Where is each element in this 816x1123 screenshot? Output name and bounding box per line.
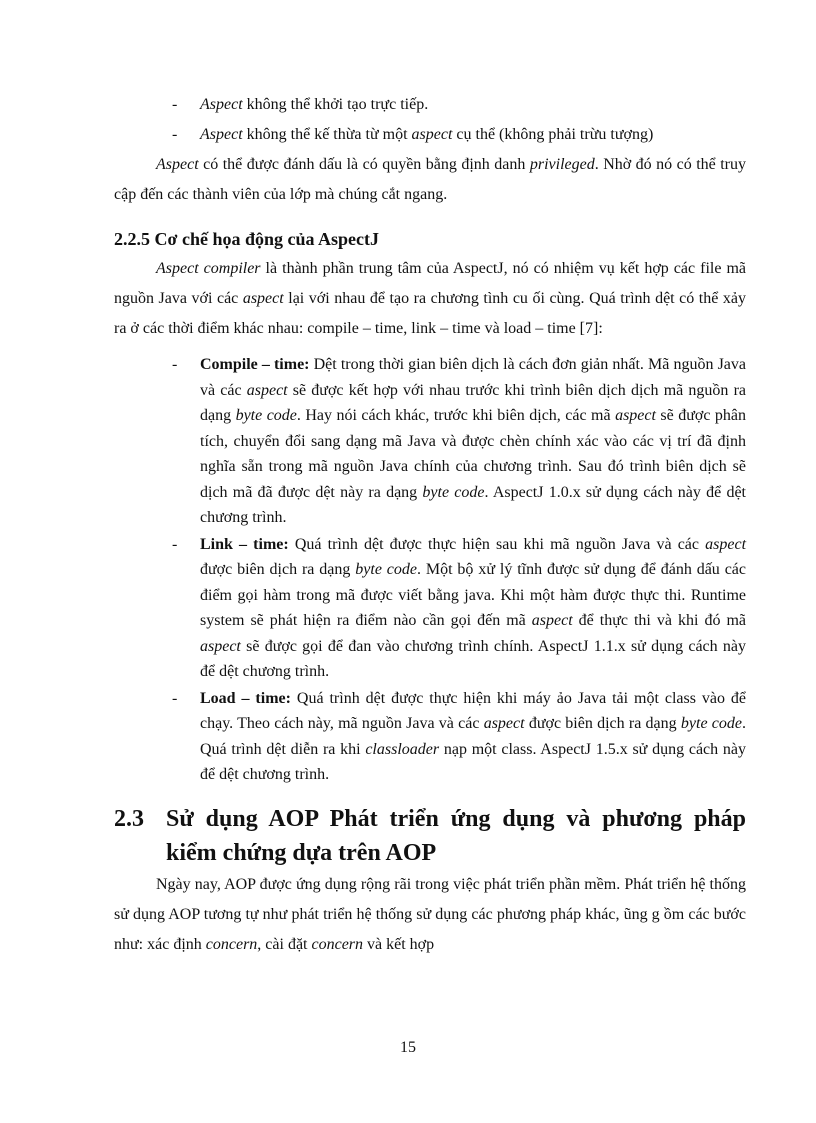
page-content [114, 90, 746, 960]
page-number: 15 [400, 1039, 416, 1056]
item-text: được biên dịch ra dạng [524, 715, 681, 732]
paragraph-text: là thành phần trung tâm của AspectJ, nó có nhiệm vụ kết hợp các file mã nguồn Java với các [114, 260, 746, 307]
item-text: nạp một class. AspectJ 1.5.x sử dụng cách này để dệt chương trình. [200, 740, 747, 783]
italic-term: aspect [242, 290, 284, 307]
paragraph-text: . Nhờ đó nó có thể truy cập đến các thành viên của lớp mà chúng cắt ngang. [114, 156, 747, 203]
italic-term: byte code [680, 715, 743, 732]
paragraph-text: Ngày nay, AOP được ứng dụng rộng rãi trong việc phát triển phần mềm. Phát triển hệ thống sử dụng AOP tương tự như phát triển hệ thống sử dụng các phương pháp khác, ũng g ồm các bước như: xác định [114, 875, 746, 953]
italic-term: Aspect compiler [156, 260, 261, 277]
item-text: . Hay nói cách khác, trước khi biên dịch, các mã [296, 407, 616, 424]
weaving-item-load-time [172, 686, 746, 788]
item-text: Quá trình dệt được thực hiện sau khi mã nguồn Java và các [288, 535, 706, 553]
section-title: Sử dụng AOP Phát triển ứng dụng và phương pháp kiểm chứng dựa trên AOP [166, 805, 746, 866]
italic-term: Aspect [156, 156, 199, 173]
italic-term: aspect [615, 407, 656, 424]
italic-term: Aspect [200, 126, 243, 143]
italic-term: concern [205, 935, 258, 953]
italic-term: privileged [529, 156, 595, 173]
italic-term: concern [311, 935, 364, 953]
item-text: sẽ được gọi để đan vào chương trình chính. AspectJ 1.1.x sử dụng cách này để dệt chương trình. [200, 637, 746, 680]
italic-term: Aspect [200, 96, 243, 113]
item-text: sẽ được kết hợp với nhau trước khi trình biên dịch dịch mã nguồn ra dạng [200, 381, 747, 424]
italic-term: aspect [531, 612, 573, 629]
paragraph-privileged [114, 150, 746, 210]
weaving-item-link-time [172, 532, 746, 685]
section-heading-2-3 [114, 802, 746, 870]
item-text: . Một bộ xử lý tĩnh được sử dụng để đánh dấu các điểm gọi hàm trong mã được viết bằng java. Khi một hàm được thực thi. Runtime system sẽ phát hiện ra điểm nào cần gọi đến mã [200, 561, 746, 629]
italic-term: aspect [200, 637, 241, 655]
paragraph-text: và kết hợp [363, 935, 435, 953]
italic-term: byte code [422, 483, 485, 501]
item-label: Compile – time: [200, 356, 310, 373]
item-text: Dệt trong thời gian biên dịch là cách đơn giản nhất. Mã nguồn Java và các [200, 356, 746, 399]
item-text: Quá trình dệt được thực hiện khi máy ảo Java tải một class vào để chạy. Theo cách này, mã nguồn Java và các [200, 689, 746, 732]
paragraph-text: , cài đặt [257, 935, 312, 953]
italic-term: byte code [235, 407, 297, 424]
italic-term: byte code [355, 561, 417, 578]
item-text: . AspectJ 1.0.x sử dụng cách này để dệt chương trình. [200, 483, 746, 526]
paragraph-text: lại với nhau để tạo ra chương tình cu ối cùng. Quá trình dệt có thể xảy ra ở các thời điểm khác nhau: compile – time, link – time và load – time [7]: [114, 290, 746, 337]
italic-term: aspect [411, 126, 453, 143]
italic-term: aspect [246, 381, 288, 399]
item-text: sẽ được phân tích, chuyển đổi sang dạng mã Java và được chèn chính xác vào các vị trí đã định nghĩa sẵn trong mã nguồn Java chính của chương trình. Sau đó trình biên dịch sẽ dịch mã đã được dệt này ra dạng [200, 407, 747, 501]
item-text: để thực thi và khi đó mã [572, 612, 746, 629]
weaving-item-compile-time [172, 352, 746, 531]
list-item-text: cụ thể (không phải trừu tượng) [452, 126, 654, 143]
list-item [172, 90, 746, 120]
paragraph-text: có thể được đánh dấu là có quyền bằng định danh [198, 156, 530, 173]
italic-term: aspect [705, 535, 747, 553]
paragraph-intro [114, 254, 746, 344]
list-item [172, 120, 746, 150]
section-heading-2-2-5: 2.2.5 Cơ chế họa động của AspectJ [114, 229, 379, 249]
italic-term: aspect [483, 715, 525, 732]
section-number: 2.3 [114, 805, 144, 832]
italic-term: classloader [365, 740, 440, 758]
paragraph-aop-development [114, 870, 746, 960]
item-label: Load – time: [200, 689, 291, 707]
item-text: được biên dịch ra dạng [200, 561, 356, 578]
list-item-text: không thể khởi tạo trực tiếp. [242, 96, 429, 113]
item-label: Link – time: [200, 535, 289, 553]
list-item-text: không thể kế thừa từ một [242, 126, 412, 143]
item-text: . Quá trình dệt diễn ra khi [200, 715, 747, 758]
